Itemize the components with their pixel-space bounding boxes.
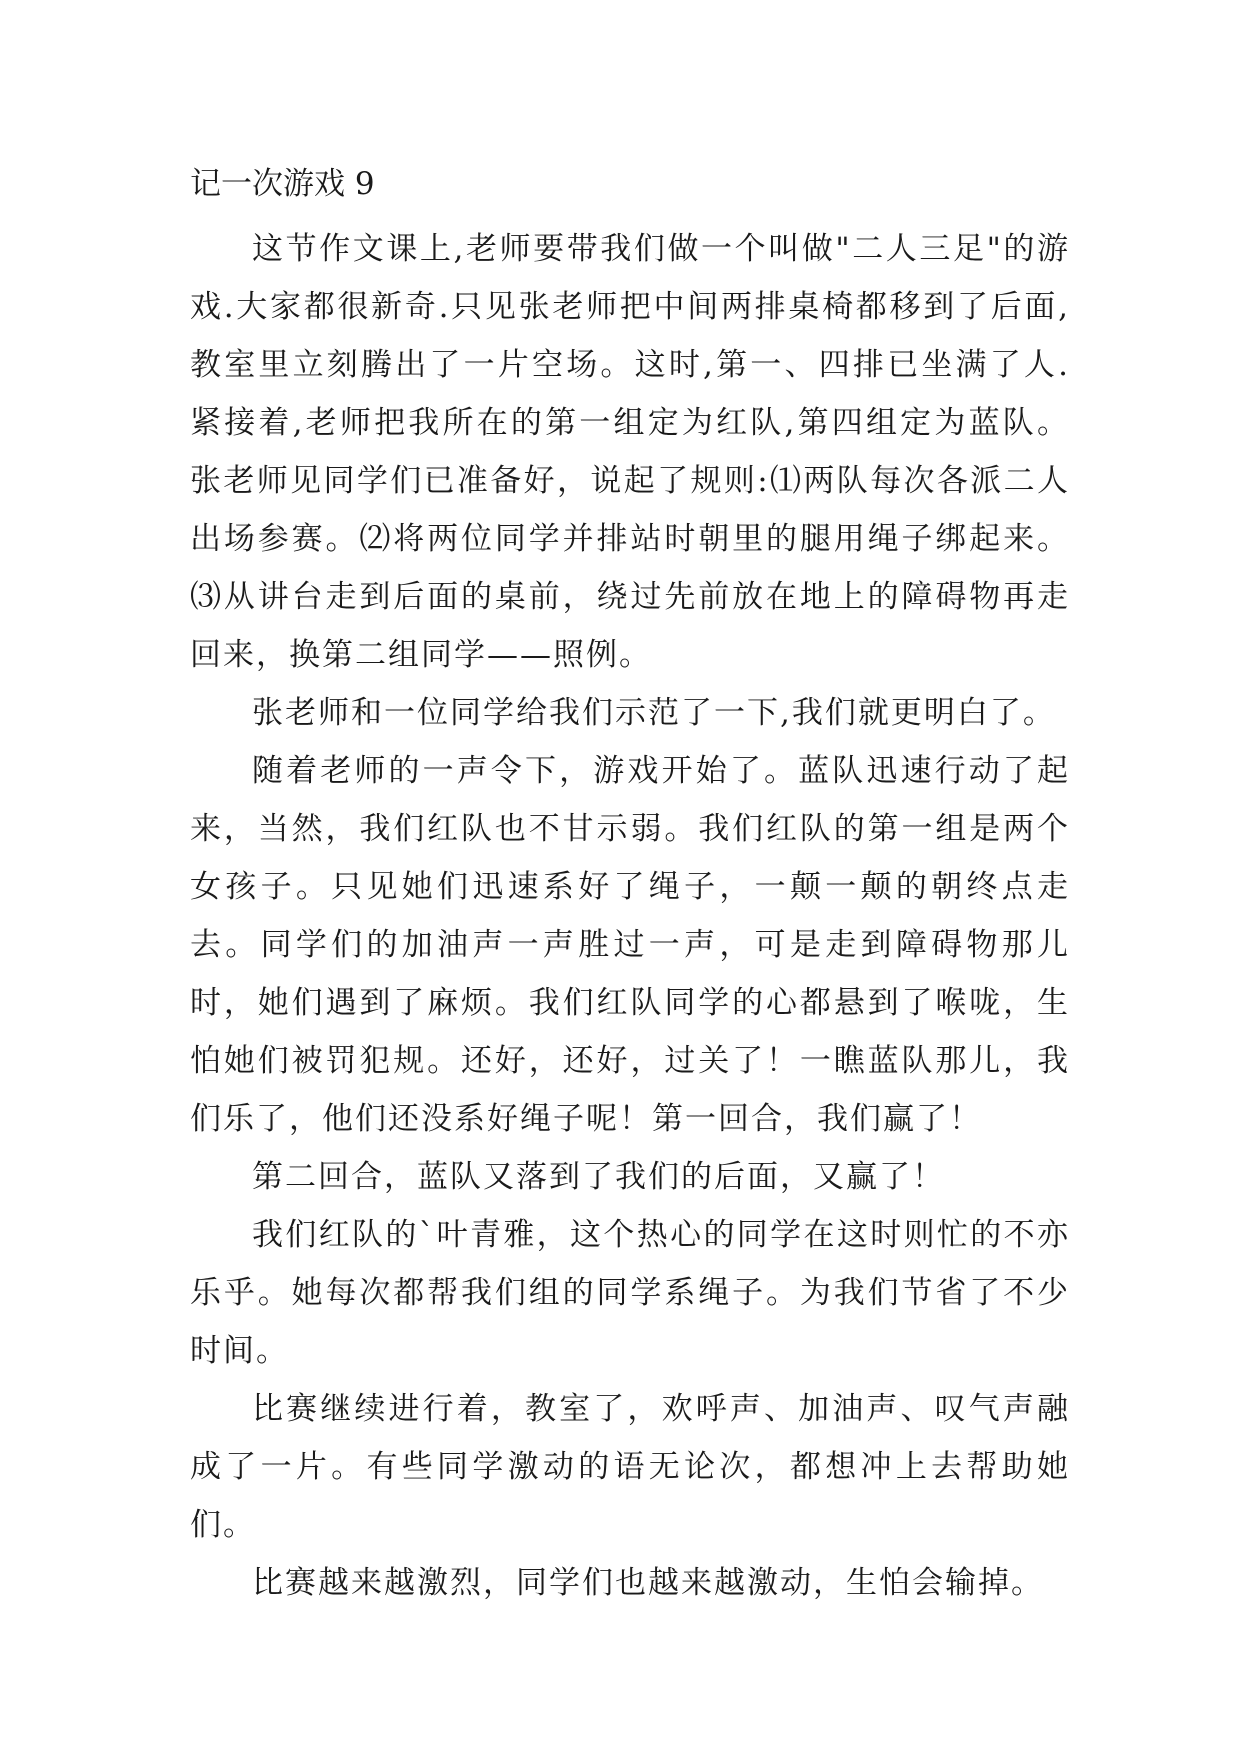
paragraph: 比赛继续进行着，教室了，欢呼声、加油声、叹气声融成了一片。有些同学激动的语无论次，都想冲上去帮助她们。 — [190, 1391, 1070, 1543]
paragraph: 这节作文课上,老师要带我们做一个叫做"二人三足"的游戏.大家都很新奇.只见张老师把中间两排桌椅都移到了后面,教室里立刻腾出了一片空场。这时,第一、四排已坐满了人.紧接着,老师把我所在的第一组定为红队,第四组定为蓝队。张老师见同学们已准备好，说起了规则:⑴两队每次各派二人出场参赛。⑵将两位同学并排站时朝里的腿用绳子绑起来。⑶从讲台走到后面的桌前，绕过先前放在地上的障碍物再走回来，换第二组同学——照例。 — [190, 231, 1070, 673]
paragraph: 我们红队的`叶青雅，这个热心的同学在这时则忙的不亦乐乎。她每次都帮我们组的同学系绳子。为我们节省了不少时间。 — [190, 1217, 1070, 1369]
document-body — [190, 220, 1070, 1612]
document-title: 记一次游戏 9 — [190, 166, 375, 202]
paragraph: 第二回合，蓝队又落到了我们的后面，又赢了！ — [252, 1159, 945, 1195]
paragraph: 比赛越来越激烈，同学们也越来越激动，生怕会输掉。 — [252, 1565, 1044, 1601]
paragraph: 张老师和一位同学给我们示范了一下,我们就更明白了。 — [252, 695, 1056, 731]
paragraph: 随着老师的一声令下，游戏开始了。蓝队迅速行动了起来，当然，我们红队也不甘示弱。我们红队的第一组是两个女孩子。只见她们迅速系好了绳子，一颠一颠的朝终点走去。同学们的加油声一声胜过一声，可是走到障碍物那儿时，她们遇到了麻烦。我们红队同学的心都悬到了喉咙，生怕她们被罚犯规。还好，还好，过关了！一瞧蓝队那儿，我们乐了，他们还没系好绳子呢！第一回合，我们赢了！ — [190, 753, 1070, 1137]
